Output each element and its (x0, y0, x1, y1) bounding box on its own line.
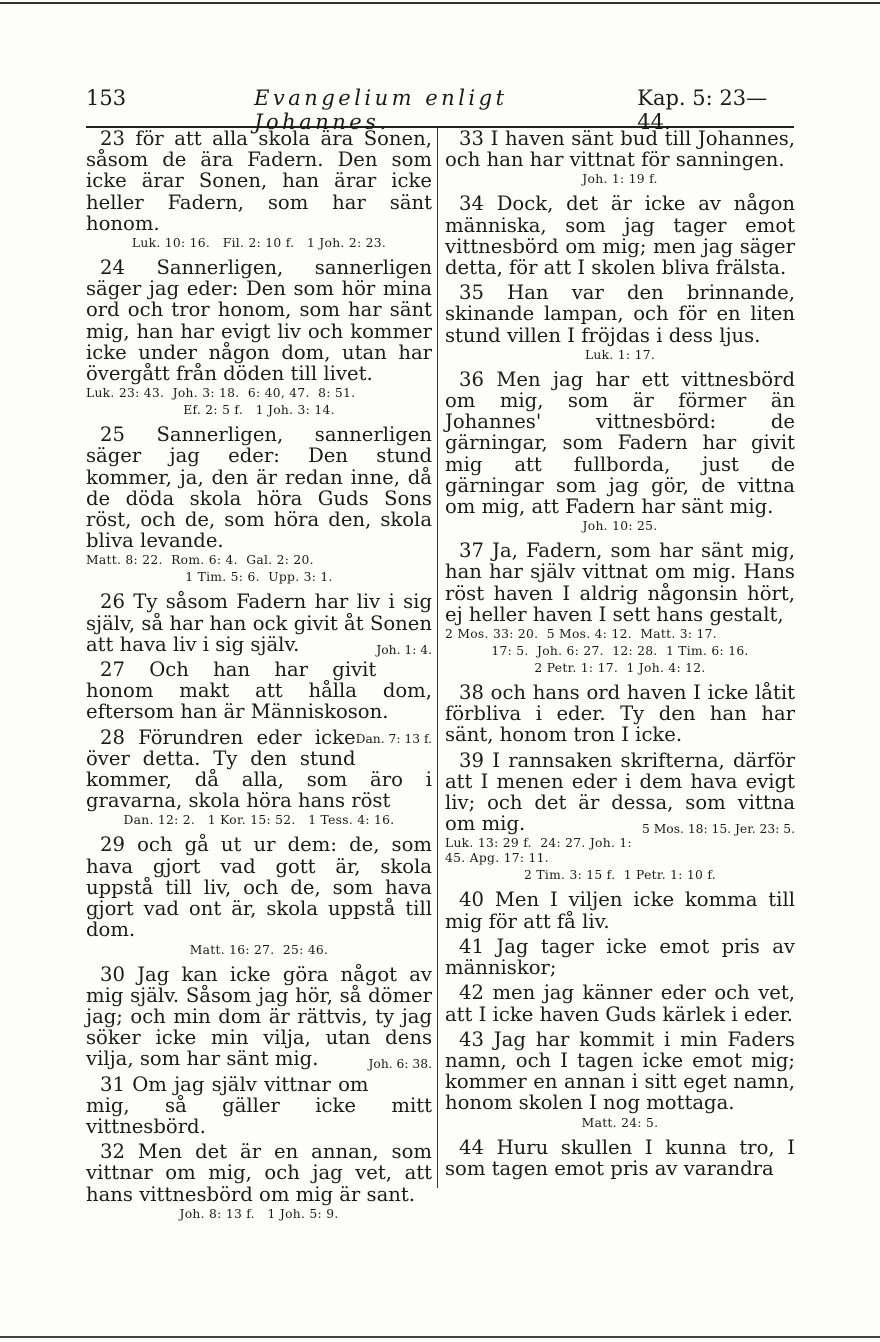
verse-text: Sannerligen, sannerligen säger jag eder: Den som hör mina ord och tror honom, som har sänt mig, han har evigt liv och kommer icke under någon dom, utan har övergått från döden till livet. (86, 256, 433, 386)
verse-number: 25 (100, 423, 125, 447)
verse-number: 26 (100, 590, 125, 614)
cross-reference: Joh. 6: 38. (368, 1057, 432, 1072)
verse-text: Jag kan icke göra något av mig själv. Såsom jag hör, så dömer jag; och min dom är rättvis, ty jag söker icke min vilja, utan dens vilja, som har sänt mig. (86, 962, 432, 1071)
verse-number: 41 (459, 934, 484, 958)
verse-text: Huru skullen I kunna tro, I som tagen emot pris av varandra (445, 1135, 795, 1180)
verse-text: Ty såsom Fadern har liv i sig själv, så har han ock givit åt Sonen att hava liv i sig själv. (86, 590, 432, 656)
cross-reference-line: 2 Petr. 1: 17. 1 Joh. 4: 12. (534, 661, 706, 676)
cross-reference-line: Luk. 1: 17. (584, 347, 656, 362)
cross-reference-line: Matt. 8: 22. Rom. 6: 4. Gal. 2: 20. (86, 553, 314, 568)
cross-reference-line: 2 Tim. 3: 15 f. 1 Petr. 1: 10 f. (524, 868, 716, 883)
column-divider (437, 128, 438, 1188)
verse-34 (445, 193, 795, 278)
verse-text: Förundren eder icke över detta. Ty den stund kommer, då alla, som äro i gravarna, skola höra hans röst (86, 725, 432, 813)
chapter-reference: Kap. 5: 23—44. (637, 86, 768, 134)
verse-text: Men jag har ett vittnesbörd om mig, som är förmer än Johannes' vittnesbörd: de gärningar, som Fadern har givit mig att fullborda, just de gärningar som jag gör, de vittna om mig, att Fadern har sänt mig. (445, 367, 795, 519)
verse-43 (445, 1029, 795, 1114)
cross-reference-line: Luk. 13: 29 f. 24: 27. Joh. 1: 45. Apg. 17: 11. (445, 836, 637, 866)
cross-reference-line: Matt. 24: 5. (581, 1115, 659, 1130)
page-top-rule (0, 2, 880, 4)
verse-31 (86, 1074, 432, 1138)
cross-reference-line: 17: 5. Joh. 6: 27. 12: 28. 1 Tim. 6: 16. (491, 644, 749, 659)
verse-number: 31 (100, 1072, 125, 1096)
verse-32 (86, 1141, 432, 1205)
verse-number: 28 (100, 725, 125, 749)
verse-26 (86, 591, 432, 655)
cross-reference-line: Joh. 8: 13 f. 1 Joh. 5: 9. (179, 1206, 339, 1221)
verse-text: men jag känner eder och vet, att I icke haven Guds kärlek i eder. (445, 981, 795, 1026)
verse-39 (445, 750, 795, 835)
verse-36 (445, 369, 795, 517)
cross-reference-line: Joh. 1: 19 f. (582, 172, 658, 187)
verse-text: Och han har givit honom makt att hålla dom, eftersom han är Människoson. (86, 658, 432, 724)
cross-reference-line: Dan. 12: 2. 1 Kor. 15: 52. 1 Tess. 4: 16. (123, 813, 395, 828)
page-number: 153 (86, 86, 127, 110)
verse-42 (445, 982, 795, 1024)
verse-33 (445, 128, 795, 170)
verse-text: Sannerligen, sannerligen säger jag eder: Den stund kommer, ja, den är redan inne, då de döda skola höra Guds Sons röst, och de, som höra den, skola bliva levande. (86, 423, 433, 553)
verse-number: 29 (100, 833, 125, 857)
cross-reference-line: 2 Mos. 33: 20. 5 Mos. 4: 12. Matt. 3: 17. (445, 627, 717, 642)
cross-reference-line: Joh. 10: 25. (582, 519, 658, 534)
cross-reference-line: Luk. 23: 43. Joh. 3: 18. 6: 40, 47. 8: 51. (86, 386, 356, 401)
verse-number: 24 (100, 256, 125, 280)
verse-number: 37 (459, 539, 484, 563)
verse-41 (445, 936, 795, 978)
cross-reference-line: Ef. 2: 5 f. 1 Joh. 3: 14. (183, 403, 335, 418)
verse-number: 39 (459, 748, 484, 772)
verse-number: 36 (459, 367, 484, 391)
verse-number: 30 (100, 962, 125, 986)
verse-text: Om jag själv vittnar om mig, så gäller icke mitt vittnesbörd. (86, 1072, 432, 1138)
verse-text: och hans ord haven I icke låtit förbliva i eder. Ty den han har sänt, honom tron I icke. (445, 681, 795, 747)
verse-25 (86, 424, 432, 551)
cross-reference: Joh. 1: 4. (376, 642, 432, 657)
verse-number: 33 (459, 127, 484, 150)
verse-29 (86, 834, 432, 940)
verse-37 (445, 540, 795, 625)
cross-reference-line: Luk. 10: 16. Fil. 2: 10 f. 1 Joh. 2: 23. (131, 236, 387, 251)
verse-text: Men det är en annan, som vittnar om mig, och jag vet, att hans vittnesbörd om mig är sant. (86, 1140, 432, 1206)
page-bottom-rule (0, 1336, 880, 1338)
verse-number: 42 (459, 981, 484, 1005)
page-header (86, 86, 794, 134)
verse-24 (86, 257, 432, 384)
verse-text: I haven sänt bud till Johannes, och han har vittnat för sanningen. (445, 127, 795, 172)
running-title: Evangelium enligt Johannes. (254, 86, 508, 134)
verse-number: 38 (459, 681, 484, 705)
verse-text: Jag tager icke emot pris av människor; (445, 934, 795, 980)
verse-number: 34 (459, 192, 484, 216)
verse-text: Ja, Fadern, som har sänt mig, han har själv vittnat om mig. Hans röst haven I aldrig någonsin hört, ej heller haven I sett hans gestalt, (445, 539, 796, 626)
verse-number: 23 (100, 127, 125, 150)
verse-text: Han var den brinnande, skinande lampan, och för en liten stund villen I fröjdas i dess ljus. (445, 281, 796, 347)
verse-text: Jag har kommit i min Faders namn, och I tagen icke emot mig; kommer en annan i sitt eget namn, honom skolen I nog mottaga. (445, 1027, 795, 1115)
verse-number: 43 (459, 1027, 484, 1051)
right-column (445, 128, 795, 1179)
verse-30 (86, 964, 432, 1070)
verse-38 (445, 682, 795, 746)
verse-number: 40 (459, 888, 484, 912)
verse-number: 32 (100, 1140, 125, 1164)
cross-reference: Dan. 7: 13 f. (355, 731, 432, 746)
verse-23 (86, 128, 432, 234)
cross-reference: 5 Mos. 18: 15. Jer. 23: 5. (641, 822, 795, 837)
verse-text: Men I viljen icke komma till mig för att få liv. (445, 888, 795, 933)
verse-44 (445, 1137, 795, 1179)
verse-number: 44 (459, 1135, 484, 1159)
verse-number: 27 (100, 658, 125, 682)
verse-text: I rannsaken skrifterna, därför att I menen eder i dem hava evigt liv; och det är dessa, som vittna om mig. (445, 748, 795, 836)
verse-text: Dock, det är icke av någon människa, som jag tager emot vittnesbörd om mig; men jag säger detta, för att I skolen bliva frälsta. (445, 192, 795, 280)
verse-40 (445, 889, 795, 931)
cross-reference-line: Matt. 16: 27. 25: 46. (189, 942, 329, 957)
verse-number: 35 (459, 281, 484, 305)
verse-text: för att alla skola ära Sonen, såsom de ära Fadern. Den som icke ärar Sonen, han ärar icke heller Fadern, som har sänt honom. (86, 127, 432, 235)
left-column (86, 128, 432, 1228)
verse-text: och gå ut ur dem: de, som hava gjort vad gott är, skola uppstå till liv, och de, som hava gjort vad ont är, skola uppstå till dom. (86, 833, 432, 942)
cross-reference-line: 1 Tim. 5: 6. Upp. 3: 1. (185, 570, 333, 585)
verse-35 (445, 282, 795, 346)
